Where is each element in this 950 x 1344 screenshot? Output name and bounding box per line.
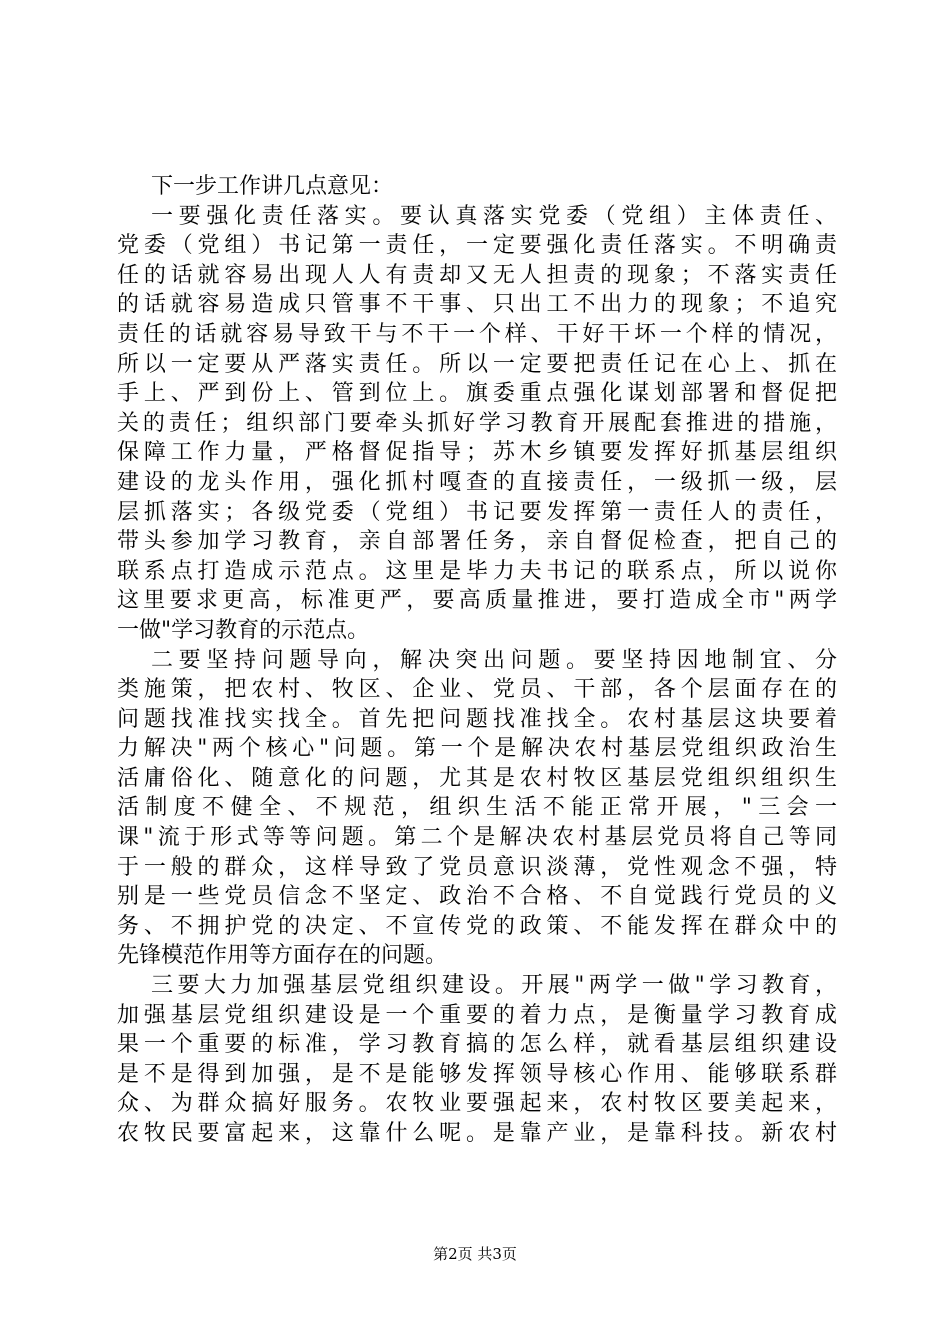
- text-line: 联系点打造成示范点。这里是毕力夫书记的联系点，所以说你: [117, 558, 837, 584]
- text-line: 一做"学习教育的示范点。: [117, 617, 370, 643]
- text-line: 别是一些党员信念不坚定、政治不合格、不自觉践行党员的义: [117, 884, 837, 910]
- text-line: 一要强化责任落实。要认真落实党委（党组）主体责任、: [151, 203, 837, 229]
- text-line: 力解决"两个核心"问题。第一个是解决农村基层党组织政治生: [117, 736, 837, 762]
- text-line: 活制度不健全、不规范，组织生活不能正常开展，"三会一: [117, 795, 837, 821]
- text-line: 下一步工作讲几点意见：: [151, 174, 394, 199]
- text-line: 类施策，把农村、牧区、企业、党员、干部，各个层面存在的: [117, 677, 837, 703]
- text-line: 活庸俗化、随意化的问题，尤其是农村牧区基层党组织组织生: [117, 765, 837, 791]
- text-line: 建设的龙头作用，强化抓村嘎查的直接责任，一级抓一级，层: [117, 469, 837, 495]
- text-line: 问题找准找实找全。首先把问题找准找全。农村基层这块要着: [117, 706, 837, 732]
- text-line: 是不是得到加强，是不是能够发挥领导核心作用、能够联系群: [117, 1061, 837, 1087]
- text-line: 果一个重要的标准，学习教育搞的怎么样，就看基层组织建设: [117, 1032, 837, 1058]
- text-line: 三要大力加强基层党组织建设。开展"两学一做"学习教育，: [151, 973, 837, 999]
- text-line: 二要坚持问题导向，解决突出问题。要坚持因地制宜、分: [151, 647, 837, 673]
- text-line: 农牧民要富起来，这靠什么呢。是靠产业，是靠科技。新农村: [117, 1121, 837, 1146]
- text-line: 所以一定要从严落实责任。所以一定要把责任记在心上、抓在: [117, 351, 837, 377]
- text-line: 保障工作力量，严格督促指导；苏木乡镇要发挥好抓基层组织: [117, 440, 837, 466]
- document-body: [117, 172, 837, 1149]
- text-line: 先锋模范作用等方面存在的问题。: [117, 943, 448, 969]
- text-line: 带头参加学习教育，亲自部署任务，亲自督促检查，把自己的: [117, 529, 837, 555]
- text-line: 于一般的群众，这样导致了党员意识淡薄，党性观念不强，特: [117, 854, 837, 880]
- text-line: 任的话就容易出现人人有责却又无人担责的现象；不落实责任: [117, 262, 837, 288]
- text-line: 的话就容易造成只管事不干事、只出工不出力的现象；不追究: [117, 292, 837, 318]
- text-line: 课"流于形式等等问题。第二个是解决农村基层党员将自己等同: [117, 825, 837, 851]
- text-line: 责任的话就容易导致干与不干一个样、干好干坏一个样的情况，: [117, 321, 837, 347]
- text-line: 手上、严到份上、管到位上。旗委重点强化谋划部署和督促把: [117, 381, 837, 407]
- text-line: 这里要求更高，标准更严，要高质量推进，要打造成全市"两学: [117, 588, 837, 614]
- text-line: 层抓落实；各级党委（党组）书记要发挥第一责任人的责任，: [117, 499, 837, 525]
- text-line: 加强基层党组织建设是一个重要的着力点，是衡量学习教育成: [117, 1002, 837, 1028]
- text-line: 务、不拥护党的决定、不宣传党的政策、不能发挥在群众中的: [117, 913, 837, 939]
- text-line: 党委（党组）书记第一责任，一定要强化责任落实。不明确责: [117, 233, 837, 259]
- page-footer: 第2页 共3页: [433, 1245, 517, 1263]
- text-line: 众、为群众搞好服务。农牧业要强起来，农村牧区要美起来，: [117, 1091, 837, 1117]
- text-line: 关的责任；组织部门要牵头抓好学习教育开展配套推进的措施，: [117, 410, 837, 436]
